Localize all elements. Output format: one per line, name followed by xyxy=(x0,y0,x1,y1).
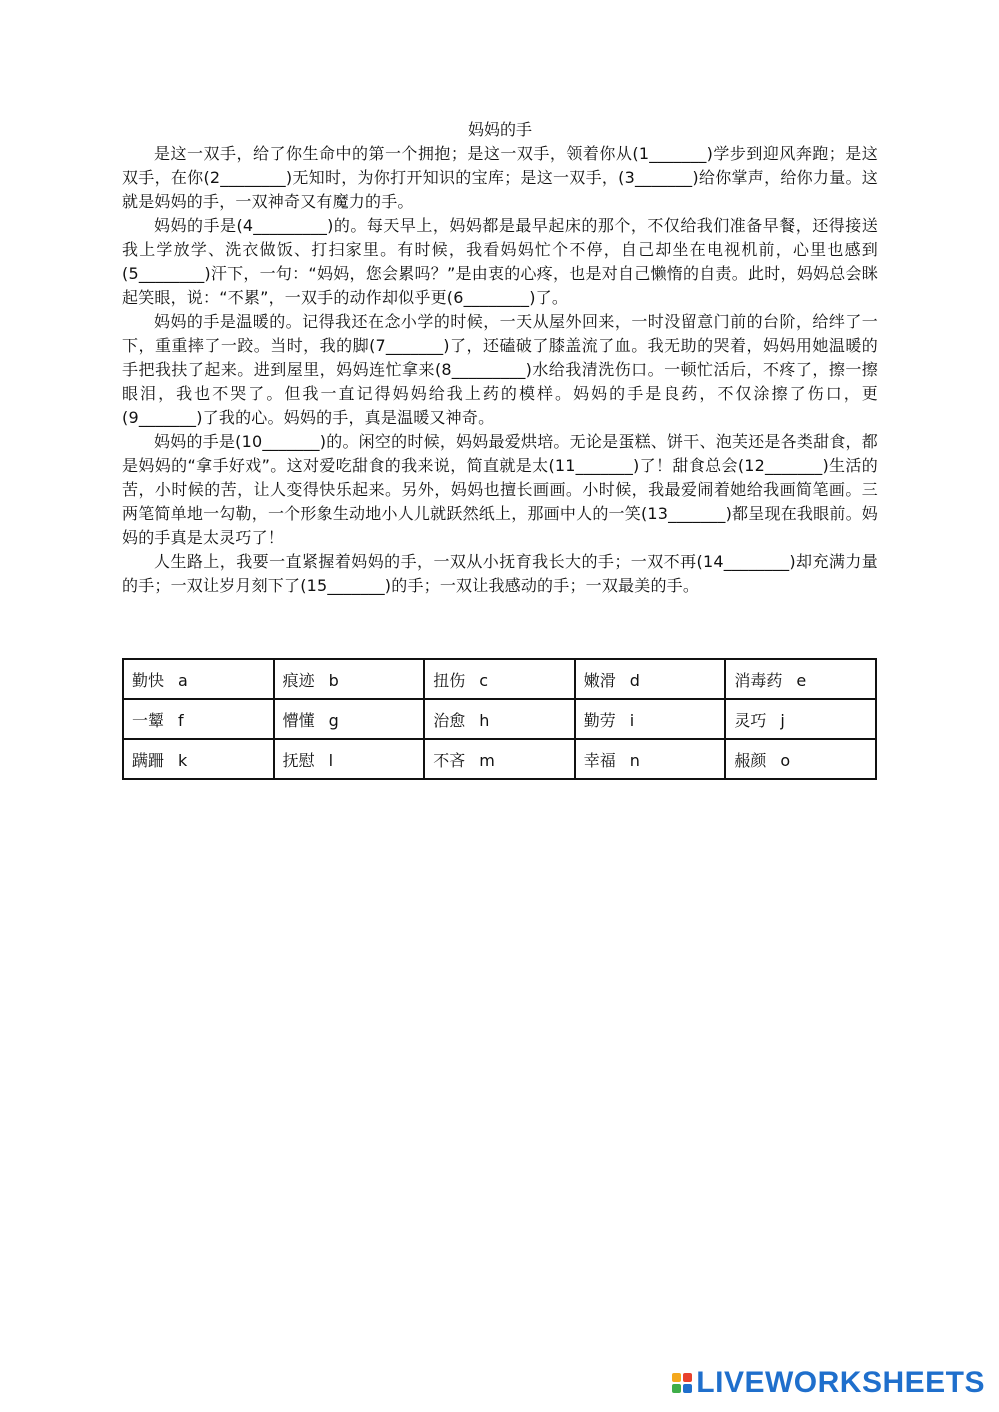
word-option xyxy=(274,699,425,739)
logo-square xyxy=(672,1384,681,1393)
option-letter: g xyxy=(328,710,339,730)
word-option xyxy=(725,739,876,779)
option-word: 嫩滑 xyxy=(583,670,616,690)
word-option xyxy=(725,659,876,699)
liveworksheets-logo[interactable] xyxy=(672,1366,985,1400)
option-letter: e xyxy=(796,670,807,690)
logo-mark-icon xyxy=(672,1373,692,1393)
word-option xyxy=(123,659,274,699)
paragraph-4: 妈妈的手是(10_______)的。闲空的时候，妈妈最爱烘培。无论是蛋糕、饼干、泡芙还是各类甜食，都是妈妈的“拿手好戏”。这对爱吃甜食的我来说，简直就是太(11_______)了！甜食总会(12_______)生活的苦，小时候的苦，让人变得快乐起来。另外，妈妈也擅长画画。小时候，我最爱闹着她给我画简笔画。三两笔简单地一勾勒，一个形象生动地小人儿就跃然纸上，那画中人的一笑(13_______)都呈现在我眼前。妈妈的手真是太灵巧了！ xyxy=(122,432,878,547)
option-letter: m xyxy=(479,750,495,770)
option-letter: b xyxy=(328,670,339,690)
option-word: 不吝 xyxy=(433,750,466,770)
word-option xyxy=(575,659,726,699)
option-letter: c xyxy=(479,670,488,690)
option-word: 勤快 xyxy=(132,670,165,690)
word-option xyxy=(725,699,876,739)
word-bank-row xyxy=(123,699,876,739)
option-letter: j xyxy=(780,710,785,730)
word-option xyxy=(575,699,726,739)
word-option xyxy=(424,739,575,779)
option-letter: f xyxy=(178,710,184,730)
option-word: 赧颜 xyxy=(734,750,767,770)
word-option xyxy=(274,659,425,699)
option-word: 抚慰 xyxy=(282,750,315,770)
paragraph-3: 妈妈的手是温暖的。记得我还在念小学的时候，一天从屋外回来，一时没留意门前的台阶，给绊了一下，重重摔了一跤。当时，我的脚(7_______)了，还磕破了膝盖流了血。我无助的哭着，妈妈用她温暖的手把我扶了起来。进到屋里，妈妈连忙拿来(8_________)水给我清洗伤口。一顿忙活后，不疼了，擦一擦眼泪，我也不哭了。但我一直记得妈妈给我上药的模样。妈妈的手是良药，不仅涂擦了伤口，更(9_______)了我的心。妈妈的手，真是温暖又神奇。 xyxy=(122,312,878,427)
word-bank-row xyxy=(123,739,876,779)
option-letter: a xyxy=(178,670,188,690)
logo-square xyxy=(672,1373,681,1382)
word-option xyxy=(575,739,726,779)
word-bank-table xyxy=(122,658,877,780)
option-word: 勤劳 xyxy=(583,710,616,730)
option-word: 蹒跚 xyxy=(132,750,165,770)
word-option xyxy=(123,739,274,779)
option-letter: o xyxy=(780,750,791,770)
worksheet xyxy=(122,118,878,598)
option-word: 消毒药 xyxy=(734,670,783,690)
option-letter: i xyxy=(629,710,635,730)
logo-square xyxy=(683,1373,692,1382)
paragraph-5: 人生路上，我要一直紧握着妈妈的手，一双从小抚育我长大的手；一双不再(14________)却充满力量的手；一双让岁月刻下了(15_______)的手；一双让我感动的手；一双最美的手。 xyxy=(122,552,878,595)
option-letter: l xyxy=(328,750,334,770)
page-title: 妈妈的手 xyxy=(467,120,532,139)
word-option xyxy=(123,699,274,739)
option-word: 治愈 xyxy=(433,710,466,730)
word-option xyxy=(274,739,425,779)
paragraph-2: 妈妈的手是(4_________)的。每天早上，妈妈都是最早起床的那个，不仅给我们准备早餐，还得接送我上学放学、洗衣做饭、打扫家里。有时候，我看妈妈忙个不停，自己却坐在电视机前，心里也感到(5________)汗下，一句：“妈妈，您会累吗？”是由衷的心疼，也是对自己懒惰的自责。此时，妈妈总会眯起笑眼，说：“不累”，一双手的动作却似乎更(6________)了。 xyxy=(122,216,878,307)
option-word: 幸福 xyxy=(583,750,616,770)
option-word: 扭伤 xyxy=(433,670,466,690)
logo-square xyxy=(683,1384,692,1393)
option-letter: n xyxy=(629,750,640,770)
paragraph-1: 是这一双手，给了你生命中的第一个拥抱；是这一双手，领着你从(1_______)学步到迎风奔跑；是这双手，在你(2________)无知时，为你打开知识的宝库；是这一双手，(3_______)给你掌声，给你力量。这就是妈妈的手，一双神奇又有魔力的手。 xyxy=(122,144,878,211)
option-word: 痕迹 xyxy=(282,670,315,690)
option-word: 灵巧 xyxy=(734,710,767,730)
word-option xyxy=(424,659,575,699)
option-letter: h xyxy=(479,710,490,730)
brand-name: LIVEWORKSHEETS xyxy=(696,1366,985,1399)
option-letter: k xyxy=(178,750,188,770)
option-letter: d xyxy=(629,670,640,690)
option-word: 一颦 xyxy=(132,710,165,730)
option-word: 懵懂 xyxy=(282,710,315,730)
word-bank-row xyxy=(123,659,876,699)
word-option xyxy=(424,699,575,739)
